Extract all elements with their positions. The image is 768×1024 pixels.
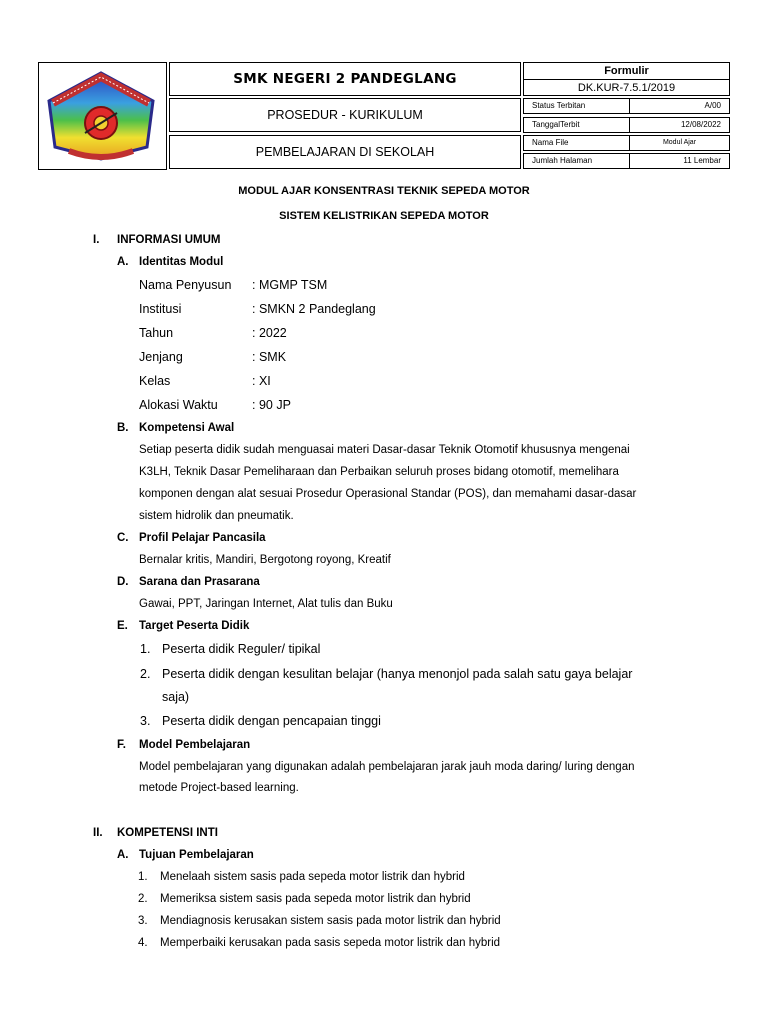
subsection-title: Model Pembelajaran <box>139 739 251 751</box>
subsection-title: Kompetensi Awal <box>139 422 235 434</box>
paragraph-line: Gawai, PPT, Jaringan Internet, Alat tulis dan Buku <box>139 598 393 610</box>
list-number: 4. <box>138 937 148 949</box>
list-item: Memeriksa sistem sasis pada sepeda motor listrik dan hybrid <box>160 893 471 905</box>
paragraph-line: Setiap peserta didik sudah menguasai materi Dasar-dasar Teknik Otomotif khususnya mengenai <box>139 444 630 456</box>
identity-value: : SMKN 2 Pandeglang <box>252 302 376 316</box>
identity-label: Alokasi Waktu <box>139 398 218 412</box>
section-title: KOMPETENSI INTI <box>117 827 218 839</box>
form-code: DK.KUR-7.5.1/2019 <box>577 82 676 94</box>
identity-value: : 2022 <box>252 326 287 340</box>
subsection-title: Profil Pelajar Pancasila <box>139 532 266 544</box>
school-logo <box>39 63 166 169</box>
list-number: 1. <box>138 871 148 883</box>
paragraph-line: metode Project-based learning. <box>139 782 299 794</box>
list-item: Mendiagnosis kerusakan sistem sasis pada motor listrik dan hybrid <box>160 915 501 927</box>
school-name-cell <box>169 62 521 96</box>
meta-value: A/00 <box>704 101 721 110</box>
meta-key: Status Terbitan <box>524 99 630 113</box>
list-item: Menelaah sistem sasis pada sepeda motor listrik dan hybrid <box>160 871 465 883</box>
school-logo-box <box>38 62 167 170</box>
paragraph-line: Bernalar kritis, Mandiri, Bergotong royong, Kreatif <box>139 554 391 566</box>
list-number: 3. <box>140 714 151 728</box>
form-label: Formulir <box>524 63 729 80</box>
meta-row-date <box>523 117 730 133</box>
list-item-continuation: saja) <box>162 690 190 704</box>
learning-title-cell <box>169 135 521 169</box>
list-number: 2. <box>138 893 148 905</box>
list-item: Peserta didik Reguler/ tipikal <box>162 642 321 656</box>
identity-label: Institusi <box>139 302 182 316</box>
subsection-title: Tujuan Pembelajaran <box>139 849 254 861</box>
identity-value: : SMK <box>252 350 287 364</box>
section-number: II. <box>93 827 103 839</box>
section-title: INFORMASI UMUM <box>117 234 221 246</box>
list-item: Peserta didik dengan kesulitan belajar (hanya menonjol pada salah satu gaya belajar <box>162 667 633 681</box>
paragraph-line: sistem hidrolik dan pneumatik. <box>139 510 294 522</box>
subsection-title: Identitas Modul <box>139 256 224 268</box>
paragraph-line: komponen dengan alat sesuai Prosedur Operasional Standar (POS), dan memahami dasar-dasar <box>139 488 637 500</box>
subsection-letter: A. <box>117 849 129 861</box>
meta-row-filename <box>523 135 730 151</box>
subsection-letter: A. <box>117 256 129 268</box>
subsection-letter: D. <box>117 576 129 588</box>
meta-key: Nama File <box>524 136 630 150</box>
list-number: 1. <box>140 642 151 656</box>
school-name: SMK NEGERI 2 PANDEGLANG <box>233 71 457 87</box>
identity-label: Nama Penyusun <box>139 278 232 292</box>
list-item: Memperbaiki kerusakan pada sasis sepeda motor listrik dan hybrid <box>160 937 501 949</box>
subsection-letter: B. <box>117 422 129 434</box>
identity-value: : 90 JP <box>252 398 291 412</box>
list-number: 3. <box>138 915 148 927</box>
meta-value: Modul Ajar <box>662 139 697 146</box>
subsection-title: Target Peserta Didik <box>139 620 250 632</box>
meta-row-status <box>523 98 730 114</box>
paragraph-line: Model pembelajaran yang digunakan adalah pembelajaran jarak jauh moda daring/ luring dengan <box>139 761 635 773</box>
identity-value: : XI <box>252 374 271 388</box>
subsection-title: Sarana dan Prasarana <box>139 576 260 588</box>
meta-value: 12/08/2022 <box>680 120 721 129</box>
doc-title: MODUL AJAR KONSENTRASI TEKNIK SEPEDA MOTOR <box>238 185 530 197</box>
identity-label: Jenjang <box>139 350 183 364</box>
list-number: 2. <box>140 667 151 681</box>
identity-value: : MGMP TSM <box>252 278 328 292</box>
procedure-title: PROSEDUR - KURIKULUM <box>267 108 423 122</box>
list-item: Peserta didik dengan pencapaian tinggi <box>162 714 381 728</box>
section-number: I. <box>93 234 100 246</box>
meta-key: TanggalTerbit <box>524 118 630 132</box>
form-code-cell <box>523 62 730 96</box>
learning-title: PEMBELAJARAN DI SEKOLAH <box>255 145 435 159</box>
subsection-letter: C. <box>117 532 129 544</box>
subsection-letter: F. <box>117 739 126 751</box>
paragraph-line: K3LH, Teknik Dasar Pemeliharaan dan Perbaikan seluruh proses bidang otomotif, memelihara <box>139 466 619 478</box>
identity-label: Tahun <box>139 326 174 340</box>
meta-key: Jumlah Halaman <box>524 154 630 168</box>
meta-value: 11 Lembar <box>683 156 721 165</box>
identity-label: Kelas <box>139 374 171 388</box>
doc-subtitle: SISTEM KELISTRIKAN SEPEDA MOTOR <box>279 210 489 222</box>
procedure-title-cell <box>169 98 521 132</box>
subsection-letter: E. <box>117 620 128 632</box>
meta-row-pages <box>523 153 730 169</box>
